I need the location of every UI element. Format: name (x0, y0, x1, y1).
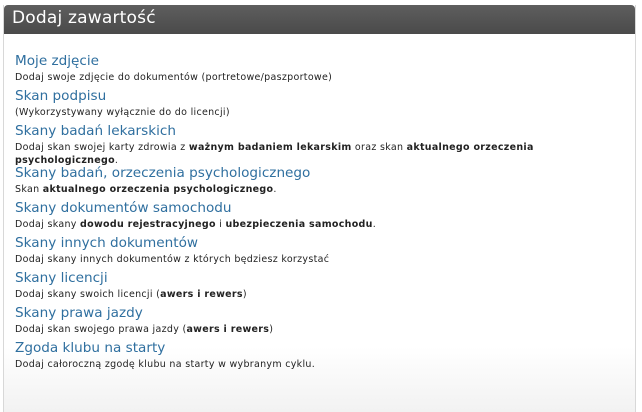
description-emphasis: dowodu rejestracyjnego (80, 219, 216, 230)
description-text: ) (242, 289, 247, 300)
description-text: Dodaj skany swoich licencji ( (15, 289, 161, 300)
my-photo-link[interactable]: Moje zdjęcie (15, 53, 100, 69)
add-content-panel (3, 5, 636, 412)
list-item-psych-scans (15, 165, 627, 200)
list-item-other-documents (15, 235, 627, 270)
description-emphasis: ubezpieczenia samochodu (225, 219, 373, 230)
medical-scans-description (15, 141, 627, 167)
my-photo-description (15, 71, 627, 84)
description-emphasis: aktualnego orzeczenia psychologicznego (15, 142, 534, 166)
list-item-club-consent (15, 340, 627, 375)
description-text: . (114, 155, 119, 166)
list-item-signature-scan (15, 88, 627, 123)
list-item-driving-license (15, 305, 627, 340)
other-documents-link[interactable]: Skany innych dokumentów (15, 235, 199, 251)
license-scans-description (15, 288, 627, 301)
description-emphasis: awers i rewers (160, 289, 243, 300)
description-emphasis: aktualnego orzeczenia psychologicznego (42, 184, 274, 195)
signature-scan-link[interactable]: Skan podpisu (15, 88, 107, 104)
medical-scans-link[interactable]: Skany badań lekarskich (15, 123, 176, 139)
driving-license-link[interactable]: Skany prawa jazdy (15, 305, 143, 321)
list-item-car-documents (15, 200, 627, 235)
description-text: . (372, 219, 377, 230)
description-text: Skan (15, 184, 43, 195)
description-text: Dodaj skany (15, 219, 81, 230)
panel-header (4, 5, 635, 34)
description-text: Dodaj swoje zdjęcie do dokumentów (portretowe/paszportowe) (15, 72, 333, 83)
description-text: (Wykorzystywany wyłącznie do do licencji) (15, 107, 230, 118)
description-text: Dodaj skan swojej karty zdrowia z (15, 142, 189, 153)
signature-scan-description (15, 106, 627, 119)
club-consent-description (15, 358, 627, 371)
description-text: oraz skan (351, 142, 407, 153)
list-item-my-photo (15, 53, 627, 88)
car-documents-description (15, 218, 627, 231)
description-text: Dodaj całoroczną zgodę klubu na starty w wybranym cyklu. (15, 359, 316, 370)
club-consent-link[interactable]: Zgoda klubu na starty (15, 340, 166, 356)
license-scans-link[interactable]: Skany licencji (15, 270, 108, 286)
panel-title: Dodaj zawartość (12, 8, 156, 28)
description-text: Dodaj skan swojego prawa jazdy ( (15, 324, 187, 335)
car-documents-link[interactable]: Skany dokumentów samochodu (15, 200, 232, 216)
description-text: i (215, 219, 226, 230)
description-text: . (273, 184, 277, 195)
list-item-license-scans (15, 270, 627, 305)
other-documents-description (15, 253, 627, 266)
list-item-medical-scans (15, 123, 627, 165)
content-list (15, 53, 627, 375)
driving-license-description (15, 323, 627, 336)
psych-scans-link[interactable]: Skany badań, orzeczenia psychologicznego (15, 165, 311, 181)
description-text: ) (269, 324, 274, 335)
description-text: Dodaj skany innych dokumentów z których będziesz korzystać (15, 254, 330, 265)
description-emphasis: ważnym badaniem lekarskim (188, 142, 352, 153)
description-emphasis: awers i rewers (186, 324, 270, 335)
psych-scans-description (15, 183, 627, 196)
